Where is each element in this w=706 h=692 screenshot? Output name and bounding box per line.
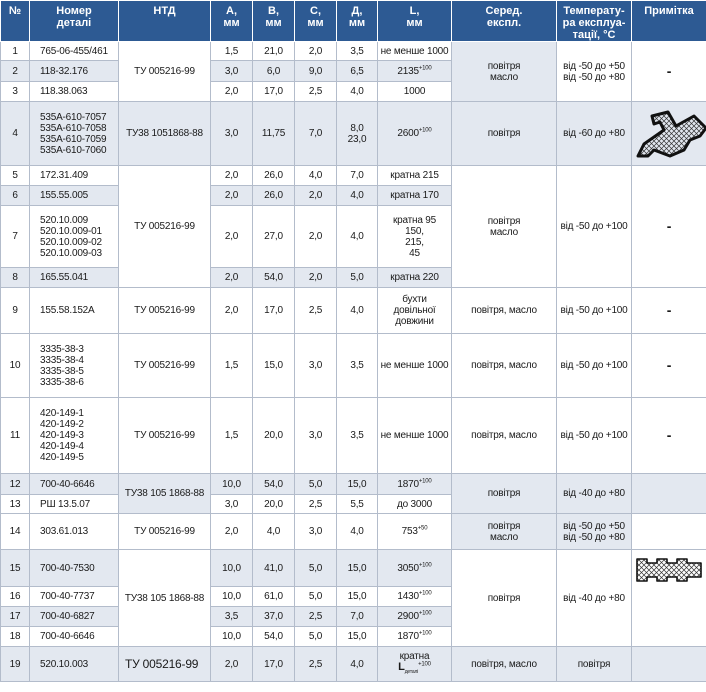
cell-note bbox=[632, 514, 706, 550]
cell-a: 2,0 bbox=[211, 206, 253, 268]
table-row bbox=[1, 166, 706, 186]
table-row bbox=[1, 102, 706, 166]
cell-l: $2600^{+100}$ bbox=[378, 102, 452, 166]
cell-l: кратна 220 bbox=[378, 268, 452, 288]
header-row bbox=[1, 1, 706, 42]
cell-ntd: ТУ 005216-99 bbox=[119, 647, 211, 682]
cell-c: 2,0 bbox=[295, 186, 337, 206]
cell-a: 2,0 bbox=[211, 186, 253, 206]
cell-env: повітря, масло bbox=[452, 398, 557, 474]
cell-a: 2,0 bbox=[211, 647, 253, 682]
cell-temp: від -60 до +80 bbox=[557, 102, 632, 166]
cell-ntd: ТУ 005216-99 bbox=[119, 288, 211, 334]
cell-b: 37,0 bbox=[253, 607, 295, 627]
cell-c: 3,0 bbox=[295, 398, 337, 474]
cell-d: 4,0 bbox=[337, 206, 378, 268]
table-row bbox=[1, 398, 706, 474]
cell-d: 4,0 bbox=[337, 514, 378, 550]
cell-d: 15,0 bbox=[337, 627, 378, 647]
header-d: Д, мм bbox=[337, 1, 378, 42]
cell-b: 17,0 bbox=[253, 288, 295, 334]
cell-b: 21,0 bbox=[253, 42, 295, 61]
cell-c: 2,5 bbox=[295, 495, 337, 514]
table-row bbox=[1, 514, 706, 550]
cell-d: 7,0 bbox=[337, 607, 378, 627]
cell-b: 20,0 bbox=[253, 495, 295, 514]
cell-no: 14 bbox=[1, 514, 30, 550]
cell-b: 17,0 bbox=[253, 647, 295, 682]
cell-no: 5 bbox=[1, 166, 30, 186]
cell-l: $2900^{+100}$ bbox=[378, 607, 452, 627]
cell-temp: від -50 до +100 bbox=[557, 334, 632, 398]
cell-d: 4,0 bbox=[337, 647, 378, 682]
cell-no: 13 bbox=[1, 495, 30, 514]
cell-env: повітря масло bbox=[452, 166, 557, 288]
cell-part: 165.55.041 bbox=[30, 268, 119, 288]
cell-c: 2,0 bbox=[295, 206, 337, 268]
cell-part: 118-32.176 bbox=[30, 61, 119, 82]
cell-env: повітря масло bbox=[452, 42, 557, 102]
cell-part: 155.55.005 bbox=[30, 186, 119, 206]
cell-ntd: ТУ 005216-99 bbox=[119, 166, 211, 288]
cell-a: 10,0 bbox=[211, 550, 253, 587]
cell-b: 26,0 bbox=[253, 186, 295, 206]
cell-d: 4,0 bbox=[337, 82, 378, 102]
cell-a: 2,0 bbox=[211, 514, 253, 550]
cell-env: повітря масло bbox=[452, 514, 557, 550]
cell-a: 3,0 bbox=[211, 102, 253, 166]
cell-part: 700-40-7530 bbox=[30, 550, 119, 587]
cell-c: 5,0 bbox=[295, 550, 337, 587]
cell-d: 3,5 bbox=[337, 398, 378, 474]
cell-note: - bbox=[632, 334, 706, 398]
cell-a: 10,0 bbox=[211, 474, 253, 495]
cell-c: 7,0 bbox=[295, 102, 337, 166]
cell-no: 15 bbox=[1, 550, 30, 587]
cell-c: 2,5 bbox=[295, 82, 337, 102]
cell-a: 1,5 bbox=[211, 334, 253, 398]
header-ntd: НТД bbox=[119, 1, 211, 42]
cell-c: 9,0 bbox=[295, 61, 337, 82]
cell-a: 3,5 bbox=[211, 607, 253, 627]
header-env: Серед. експл. bbox=[452, 1, 557, 42]
cell-env: повітря bbox=[452, 474, 557, 514]
cell-l: кратна $L_{деталі}^{+100}$ bbox=[378, 647, 452, 682]
cell-b: 54,0 bbox=[253, 268, 295, 288]
cell-part: 520.10.003 bbox=[30, 647, 119, 682]
cell-l: кратна 170 bbox=[378, 186, 452, 206]
cell-temp: від -40 до +80 bbox=[557, 474, 632, 514]
header-note: Примітка bbox=[632, 1, 706, 42]
cell-part: 700-40-7737 bbox=[30, 587, 119, 607]
cell-ntd: ТУ38 105 1868-88 bbox=[119, 474, 211, 514]
cell-c: 2,5 bbox=[295, 288, 337, 334]
cell-b: 27,0 bbox=[253, 206, 295, 268]
cell-no: 7 bbox=[1, 206, 30, 268]
cell-no: 4 bbox=[1, 102, 30, 166]
cell-env: повітря, масло bbox=[452, 288, 557, 334]
cell-c: 2,0 bbox=[295, 268, 337, 288]
cell-no: 12 bbox=[1, 474, 30, 495]
cell-note: - bbox=[632, 166, 706, 288]
cell-d: 3,5 bbox=[337, 42, 378, 61]
cell-ntd: ТУ 005216-99 bbox=[119, 334, 211, 398]
cell-part: 765-06-455/461 bbox=[30, 42, 119, 61]
cell-a: 10,0 bbox=[211, 587, 253, 607]
cell-b: 26,0 bbox=[253, 166, 295, 186]
header-part: Номер деталі bbox=[30, 1, 119, 42]
cell-ntd: ТУ 005216-99 bbox=[119, 398, 211, 474]
header-no: № bbox=[1, 1, 30, 42]
cell-part: 118.38.063 bbox=[30, 82, 119, 102]
cell-b: 15,0 bbox=[253, 334, 295, 398]
cell-temp: від -50 до +100 bbox=[557, 398, 632, 474]
cell-d: 15,0 bbox=[337, 474, 378, 495]
cell-note bbox=[632, 647, 706, 682]
cell-c: 4,0 bbox=[295, 166, 337, 186]
cell-no: 2 bbox=[1, 61, 30, 82]
cell-a: 3,0 bbox=[211, 495, 253, 514]
cell-a: 10,0 bbox=[211, 627, 253, 647]
cell-c: 2,5 bbox=[295, 647, 337, 682]
cell-b: 54,0 bbox=[253, 627, 295, 647]
cell-no: 10 bbox=[1, 334, 30, 398]
header-temp: Температу- ра експлуа- тації, °С bbox=[557, 1, 632, 42]
cell-a: 3,0 bbox=[211, 61, 253, 82]
cell-no: 8 bbox=[1, 268, 30, 288]
cell-l: $1430^{+100}$ bbox=[378, 587, 452, 607]
cell-b: 41,0 bbox=[253, 550, 295, 587]
cell-l: $1870^{+100}$ bbox=[378, 474, 452, 495]
cell-env: повітря bbox=[452, 550, 557, 647]
header-a: А, мм bbox=[211, 1, 253, 42]
cell-l: $1870^{+100}$ bbox=[378, 627, 452, 647]
cell-part: 420-149-1 420-149-2 420-149-3 420-149-4 420-149-5 bbox=[30, 398, 119, 474]
cell-note bbox=[632, 474, 706, 514]
cell-d: 5,0 bbox=[337, 268, 378, 288]
header-b: В, мм bbox=[253, 1, 295, 42]
cell-no: 16 bbox=[1, 587, 30, 607]
cell-temp: повітря bbox=[557, 647, 632, 682]
cell-d: 6,5 bbox=[337, 61, 378, 82]
header-l: L, мм bbox=[378, 1, 452, 42]
cell-note: - bbox=[632, 288, 706, 334]
cell-c: 5,0 bbox=[295, 474, 337, 495]
cell-a: 2,0 bbox=[211, 166, 253, 186]
cell-ntd: ТУ38 105 1868-88 bbox=[119, 550, 211, 647]
cell-note bbox=[632, 102, 706, 166]
cell-env: повітря, масло bbox=[452, 647, 557, 682]
cell-d: 15,0 bbox=[337, 550, 378, 587]
cell-part: 535А-610-7057 535А-610-7058 535А-610-7059 535А-610-7060 bbox=[30, 102, 119, 166]
cell-no: 3 bbox=[1, 82, 30, 102]
cell-no: 17 bbox=[1, 607, 30, 627]
cell-no: 9 bbox=[1, 288, 30, 334]
cell-part: 700-40-6827 bbox=[30, 607, 119, 627]
cell-a: 1,5 bbox=[211, 42, 253, 61]
cell-l: не менше 1000 bbox=[378, 398, 452, 474]
cell-temp: від -40 до +80 bbox=[557, 550, 632, 647]
cell-no: 11 bbox=[1, 398, 30, 474]
cell-note bbox=[632, 550, 706, 647]
cell-b: 54,0 bbox=[253, 474, 295, 495]
cell-d: 3,5 bbox=[337, 334, 378, 398]
cell-c: 5,0 bbox=[295, 627, 337, 647]
cell-note: - bbox=[632, 398, 706, 474]
cell-c: 5,0 bbox=[295, 587, 337, 607]
cell-l: не менше 1000 bbox=[378, 42, 452, 61]
cell-d: 15,0 bbox=[337, 587, 378, 607]
cell-c: 3,0 bbox=[295, 334, 337, 398]
cell-ntd: ТУ 005216-99 bbox=[119, 42, 211, 102]
cell-l: кратна 95 150, 215, 45 bbox=[378, 206, 452, 268]
cell-part: 700-40-6646 bbox=[30, 627, 119, 647]
cell-d: 5,5 bbox=[337, 495, 378, 514]
cell-temp: від -50 до +50 від -50 до +80 bbox=[557, 514, 632, 550]
profile-strip-icon bbox=[634, 555, 704, 583]
table-row bbox=[1, 474, 706, 495]
cell-b: 4,0 bbox=[253, 514, 295, 550]
cell-l: $2135^{+100}$ bbox=[378, 61, 452, 82]
cell-a: 2,0 bbox=[211, 268, 253, 288]
cell-temp: від -50 до +100 bbox=[557, 288, 632, 334]
cell-d: 4,0 bbox=[337, 288, 378, 334]
profile-seal-icon bbox=[634, 106, 706, 162]
cell-env: повітря, масло bbox=[452, 334, 557, 398]
cell-part: 3335-38-3 3335-38-4 3335-38-5 3335-38-6 bbox=[30, 334, 119, 398]
cell-b: 61,0 bbox=[253, 587, 295, 607]
cell-note: - bbox=[632, 42, 706, 102]
cell-l: бухти довільної довжини bbox=[378, 288, 452, 334]
cell-l: не менше 1000 bbox=[378, 334, 452, 398]
cell-c: 2,5 bbox=[295, 607, 337, 627]
cell-l: до 3000 bbox=[378, 495, 452, 514]
cell-a: 2,0 bbox=[211, 82, 253, 102]
cell-temp: від -50 до +50 від -50 до +80 bbox=[557, 42, 632, 102]
table-row bbox=[1, 288, 706, 334]
cell-part: 172.31.409 bbox=[30, 166, 119, 186]
cell-l: $3050^{+100}$ bbox=[378, 550, 452, 587]
table-row bbox=[1, 42, 706, 61]
cell-b: 11,75 bbox=[253, 102, 295, 166]
cell-ntd: ТУ 005216-99 bbox=[119, 514, 211, 550]
cell-no: 6 bbox=[1, 186, 30, 206]
cell-d: 7,0 bbox=[337, 166, 378, 186]
cell-env: повітря bbox=[452, 102, 557, 166]
cell-part: РШ 13.5.07 bbox=[30, 495, 119, 514]
table-row bbox=[1, 334, 706, 398]
header-c: С, мм bbox=[295, 1, 337, 42]
table-row bbox=[1, 550, 706, 587]
cell-b: 20,0 bbox=[253, 398, 295, 474]
cell-no: 1 bbox=[1, 42, 30, 61]
cell-part: 155.58.152А bbox=[30, 288, 119, 334]
cell-part: 303.61.013 bbox=[30, 514, 119, 550]
cell-temp: від -50 до +100 bbox=[557, 166, 632, 288]
cell-part: 520.10.009 520.10.009-01 520.10.009-02 520.10.009-03 bbox=[30, 206, 119, 268]
cell-d: 4,0 bbox=[337, 186, 378, 206]
cell-no: 18 bbox=[1, 627, 30, 647]
cell-b: 17,0 bbox=[253, 82, 295, 102]
cell-d: 8,0 23,0 bbox=[337, 102, 378, 166]
cell-c: 3,0 bbox=[295, 514, 337, 550]
cell-b: 6,0 bbox=[253, 61, 295, 82]
cell-a: 1,5 bbox=[211, 398, 253, 474]
cell-no: 19 bbox=[1, 647, 30, 682]
table-row bbox=[1, 647, 706, 682]
cell-c: 2,0 bbox=[295, 42, 337, 61]
cell-l: 1000 bbox=[378, 82, 452, 102]
cell-l: кратна 215 bbox=[378, 166, 452, 186]
cell-a: 2,0 bbox=[211, 288, 253, 334]
cell-part: 700-40-6646 bbox=[30, 474, 119, 495]
cell-ntd: ТУ38 1051868-88 bbox=[119, 102, 211, 166]
cell-l: $753^{+50}$ bbox=[378, 514, 452, 550]
